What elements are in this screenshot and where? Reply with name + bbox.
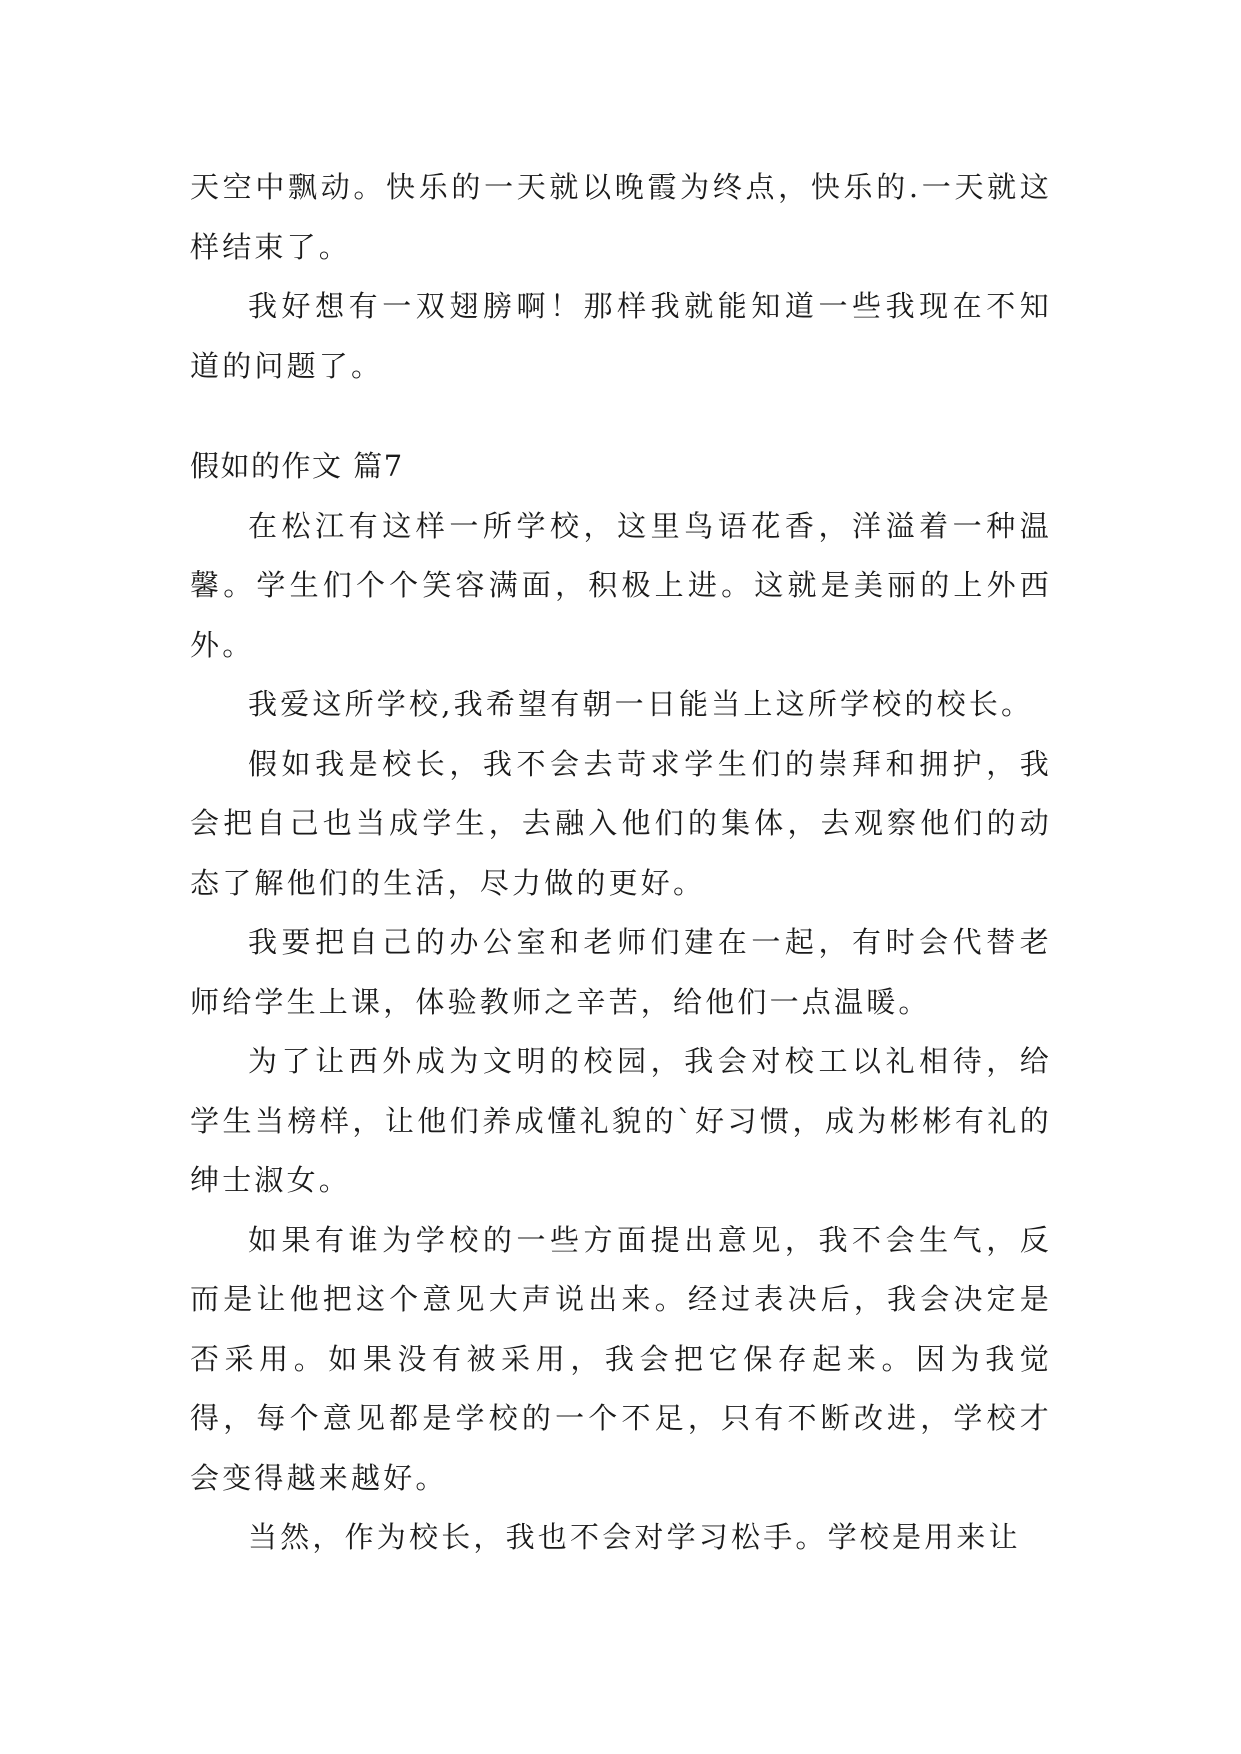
paragraph: 在松江有这样一所学校，这里鸟语花香，洋溢着一种温馨。学生们个个笑容满面，积极上进。这就是美丽的上外西外。: [190, 508, 1052, 662]
paragraph: 当然，作为校长，我也不会对学习松手。学校是用来让: [248, 1520, 1021, 1554]
paragraph: 我爱这所学校,我希望有朝一日能当上这所学校的校长。: [248, 687, 1034, 721]
paragraph-continuation: 天空中飘动。快乐的一天就以晚霞为终点，快乐的.一天就这样结束了。: [190, 170, 1052, 264]
paragraph-wings: 我好想有一双翅膀啊！那样我就能知道一些我现在不知道的问题了。: [190, 289, 1052, 383]
section-heading: 假如的作文 篇7: [190, 449, 404, 483]
document-body: [190, 158, 1052, 1568]
paragraph: 如果有谁为学校的一些方面提出意见，我不会生气，反而是让他把这个意见大声说出来。经过表决后，我会决定是否采用。如果没有被采用，我会把它保存起来。因为我觉得，每个意见都是学校的一个不足，只有不断改进，学校才会变得越来越好。: [190, 1222, 1052, 1495]
paragraph: 假如我是校长，我不会去苛求学生们的崇拜和拥护，我会把自己也当成学生，去融入他们的集体，去观察他们的动态了解他们的生活，尽力做的更好。: [190, 746, 1052, 900]
paragraph: 为了让西外成为文明的校园，我会对校工以礼相待，给学生当榜样，让他们养成懂礼貌的`好习惯，成为彬彬有礼的绅士淑女。: [190, 1044, 1052, 1197]
paragraph: 我要把自己的办公室和老师们建在一起，有时会代替老师给学生上课，体验教师之辛苦，给他们一点温暖。: [190, 925, 1052, 1019]
